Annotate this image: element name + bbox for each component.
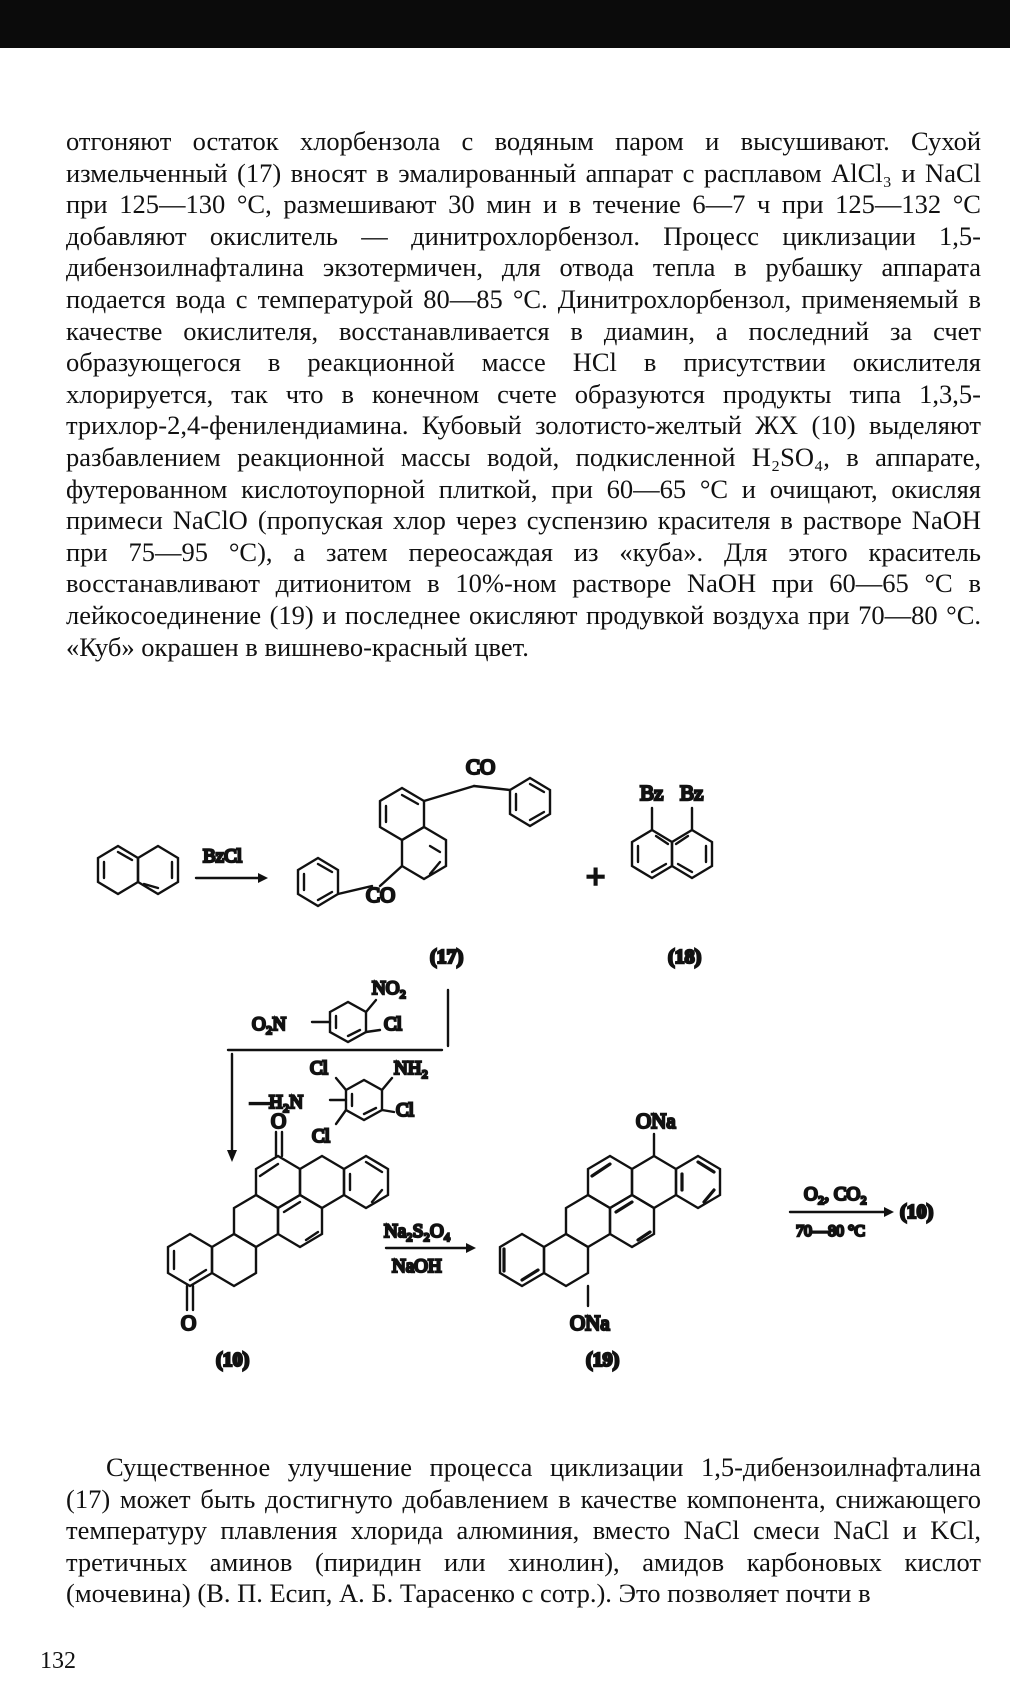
cl-a-label: Cl: [310, 1058, 328, 1079]
h2n-label: —H₂N: [250, 1092, 304, 1113]
co-top: CO: [466, 755, 496, 779]
reagent-o2-co2: O₂, CO₂: [804, 1184, 867, 1205]
dinitrochlorobenzene-structure: [312, 1000, 380, 1042]
plus-sign: +: [586, 859, 606, 896]
no2-label: NO₂: [372, 978, 407, 999]
arrow-oxidation: [790, 1207, 894, 1217]
reagent-naoh: NaOH: [392, 1256, 442, 1277]
arrow-bzcl: [196, 873, 268, 883]
naphthalene-structure: [98, 846, 178, 894]
cl-c-label: Cl: [312, 1126, 330, 1147]
trichlorophenylenediamine-structure: [330, 1078, 394, 1124]
paragraph-2: Существенное улучшение процесса циклизации 1,5-дибензоилнафталина (17) может быть достигнуто добавлением в качестве компонента, снижающего температуру плавления хлорида алюминия, вместо NaCl смеси NaCl и KCl, третичных аминов (пиридин или хинолин), амидов карбоновых кислот (мочевина) (В. П. Есип, А. Б. Тарасенко с сотр.). Это позволяет почти в: [66, 1452, 981, 1609]
reagent-temp: 70—80 °С: [796, 1223, 866, 1240]
label-10-final: (10): [900, 1201, 934, 1223]
label-10: (10): [216, 1349, 250, 1371]
o-top: O: [271, 1109, 287, 1133]
ona-top: ONa: [636, 1109, 676, 1133]
paragraph-1: отгоняют остаток хлорбензола с водяным паром и высушивают. Сухой измельченный (17) вносят в эмалированный аппарат с расплавом AlCl₃ и NaCl при 125—130 °С, размешивают 30 мин и в течение 6—7 ч при 125—132 °С добавляют окислитель — динитрохлорбензол. Процесс циклизации 1,5-дибензоилнафталина экзотермичен, для отвода тепла в рубашку аппарата подается вода с температурой 80—85 °С. Динитрохлорбензол, применяемый в качестве окислителя, восстанавливается в диамин, а последний за счет образующегося в реакционной массе HCl в присутствии окислителя хлорируется, так что в конечном счете образуются продукты типа 1,3,5-трихлор-2,4-фенилендиамина. Кубовый золотисто-желтый ЖХ (10) выделяют разбавлением реакционной массы водой, подкисленной H₂SO₄, в аппарате, футерованном кислотоупорной плиткой, при 60—65 °С и очищают, окисляя примеси NaClO (пропуская хлор через суспензию красителя в растворе NaOH при 75—95 °С), а затем переосаждая из «куба». Для этого краситель восстанавливают дитионитом в 10%-ном растворе NaOH при 60—65 °С в лейкосоединение (19) и последнее окисляют продувкой воздуха при 70—80 °С. «Куб» окрашен в вишнево-красный цвет.: [66, 126, 981, 662]
cl-b-label: Cl: [396, 1100, 414, 1121]
scan-top-border: [0, 0, 1010, 48]
arrow-reduction: [386, 1243, 476, 1253]
label-19: (19): [586, 1349, 620, 1371]
ona-bottom: ONa: [570, 1311, 610, 1335]
bz-right: Bz: [680, 781, 704, 805]
label-18: (18): [668, 946, 702, 968]
arrow-down: [227, 1054, 237, 1162]
bz-left: Bz: [640, 781, 664, 805]
compound-17-structure: [298, 778, 550, 906]
co-bottom: CO: [366, 883, 396, 907]
compound-18-structure: [632, 808, 712, 878]
o2n-label: O₂N: [252, 1014, 287, 1035]
compound-10-structure: [168, 1132, 388, 1310]
reagent-dithionite: Na₂S₂O₄: [384, 1221, 451, 1242]
compound-19-structure: [500, 1134, 720, 1306]
o-bottom: O: [181, 1311, 197, 1335]
reagent-bzcl: BzCl: [203, 846, 243, 867]
page-number: 132: [40, 1648, 76, 1674]
cl-oxidant-label: Cl: [384, 1014, 402, 1035]
label-17: (17): [430, 946, 464, 968]
nh2-label: NH₂: [394, 1058, 429, 1079]
